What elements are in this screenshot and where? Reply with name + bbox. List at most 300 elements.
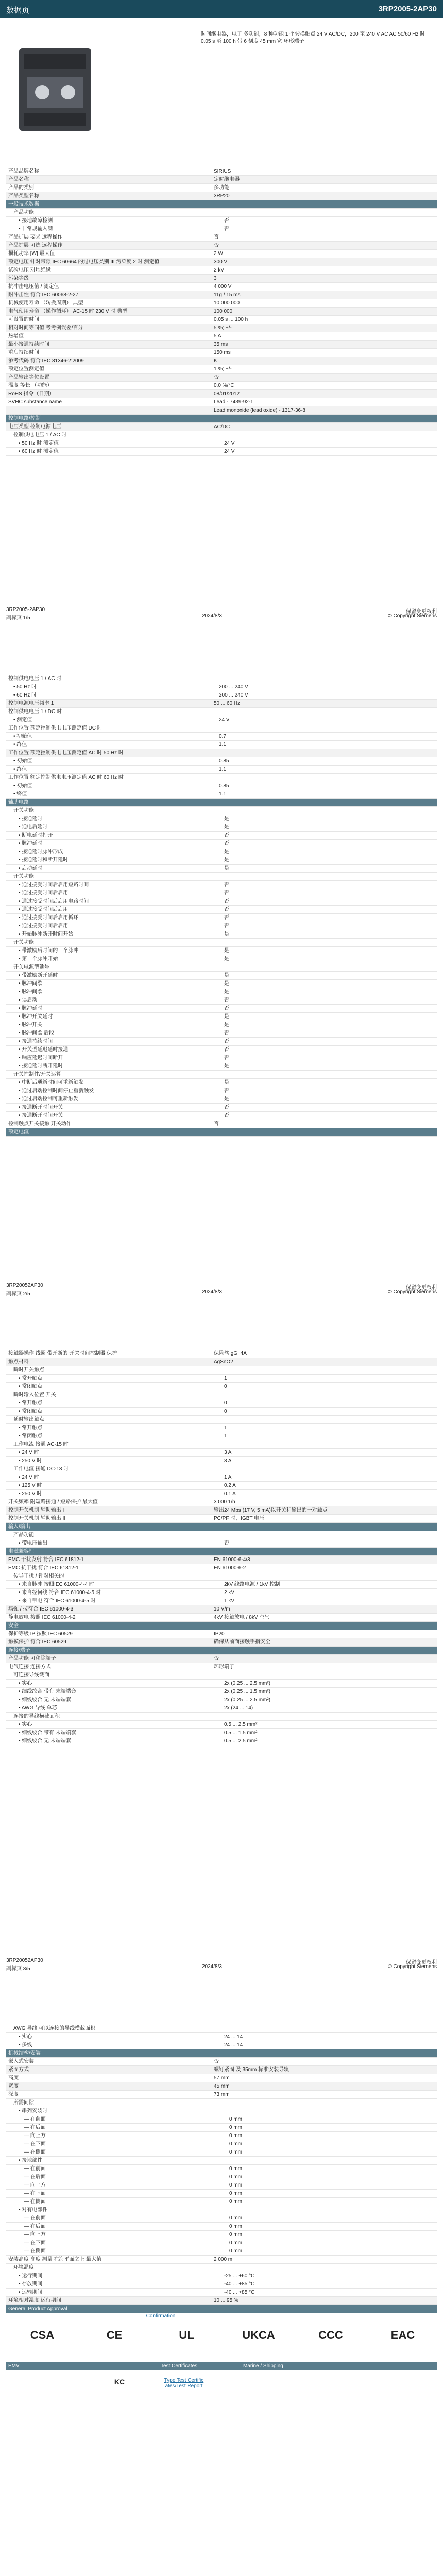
spec-key: • 存放期间 [19, 2281, 43, 2287]
spec-row [6, 1013, 437, 1021]
spec-value: Lead monoxide (lead oxide) - 1317-36-8 [214, 408, 305, 413]
spec-value [212, 1647, 437, 1654]
spec-value: 是 [224, 857, 229, 863]
spec-value: 0.5 ... 1.5 mm² [224, 1730, 258, 1736]
spec-value: AgSnO2 [214, 1359, 233, 1365]
spec-row [6, 1688, 437, 1696]
spec-value: 2 kV [224, 1590, 235, 1596]
spec-key: 瞬时输入位置 开关 [13, 1392, 56, 1398]
spec-row [6, 283, 437, 291]
spec-row [6, 184, 437, 192]
spec-key: — 在后面 [24, 2174, 46, 2180]
spec-key: 控制电路/控制 [8, 416, 41, 421]
spec-row [6, 2025, 437, 2033]
spec-row [6, 856, 437, 865]
spec-row [6, 1605, 437, 1614]
spec-row [6, 1350, 437, 1358]
spec-key: • 常开触点 [19, 1425, 43, 1431]
spec-value: 是 [224, 1014, 229, 1020]
spec-row [6, 724, 437, 733]
spec-value: 2 W [214, 251, 223, 257]
spec-row [6, 2214, 437, 2223]
confirmation-link[interactable]: Confirmation [146, 2313, 176, 2319]
spec-key: — 在前面 [24, 2215, 46, 2221]
spec-value: 1 A [224, 1475, 232, 1480]
spec-value: K [214, 358, 217, 364]
spec-key: 重启持续时间 [8, 350, 39, 355]
spec-row [6, 1449, 437, 1457]
spec-key: • 接通延时和断开延时 [19, 857, 69, 863]
spec-value [217, 1671, 437, 1679]
spec-row [6, 423, 437, 431]
spec-value: 是 [224, 1022, 229, 1028]
spec-row [6, 716, 437, 724]
spec-key: • 初始值 [13, 734, 32, 739]
spec-value [212, 774, 437, 782]
spec-value: 0 mm [229, 2133, 242, 2139]
spec-row [6, 341, 437, 349]
spec-key: 工作位置 额定控制供电电压测定值 DC 时 [8, 725, 103, 731]
spec-value: 1 [224, 1425, 227, 1431]
spec-value [217, 2099, 437, 2107]
spec-key: 损耗功率 [W] 最大值 [8, 251, 55, 257]
spec-row [6, 807, 437, 815]
spec-row [6, 1572, 437, 1581]
spec-key: 触点材料 [8, 1359, 29, 1365]
spec-key: 产品功能 [13, 1532, 34, 1538]
spec-row [6, 1005, 437, 1013]
product-description: 时间继电器，电子 多功能，8 种功能 1 个转换触点 24 V AC/DC，200 至 240 V AC AC 50/60 Hz 时 0.05 s 至 100 h 带 6 刻度 45 mm 宽 环形端子 [201, 31, 425, 44]
spec-value: 50 ... 60 Hz [214, 701, 241, 706]
spec-value: 螺钉紧固 及 35mm 标准安装导轨 [214, 2067, 289, 2073]
spec-key: — 在下面 [24, 2191, 46, 2196]
spec-key: 额定电流 [8, 1129, 29, 1135]
spec-row [6, 939, 437, 947]
spec-row [6, 192, 437, 200]
spec-key: 控制电源电压频率 1 [8, 701, 54, 706]
spec-key: • 通过启动控制可重新触发 [19, 1096, 79, 1102]
spec-key: • 脉冲间歇 后段 [19, 1030, 55, 1036]
spec-key: 工作位置 额定控制供电电压测定值 AC 时 60 Hz 时 [8, 775, 124, 781]
spec-table-2 [6, 675, 437, 1137]
page-1 [0, 0, 443, 639]
spec-row [6, 2206, 437, 2214]
spec-key: 控制开关机制 辅助输出 II [8, 1516, 66, 1521]
spec-key: • 常闭触点 [19, 1433, 43, 1439]
spec-row [6, 2181, 437, 2190]
spec-key: 控制供电电压 1 / DC 时 [8, 709, 62, 715]
spec-value [212, 415, 437, 422]
spec-row [6, 2272, 437, 2280]
spec-row [6, 1095, 437, 1104]
spec-key: 工作位置 额定控制供电电压测定值 AC 时 50 Hz 时 [8, 750, 124, 756]
spec-row [6, 2107, 437, 2115]
spec-value: 24 V [219, 717, 230, 723]
spec-row [6, 683, 437, 691]
spec-key: 耐冲击性 符合 IEC 60068-2-27 [8, 292, 79, 298]
spec-row [6, 1589, 437, 1597]
spec-row [6, 1638, 437, 1647]
spec-row [6, 766, 437, 774]
spec-row [6, 1375, 437, 1383]
spec-row [6, 749, 437, 757]
spec-value: 多功能 [214, 185, 229, 191]
spec-value [212, 1128, 437, 1136]
spec-value: 4kV 接触放电 / 8kV 空气 [214, 1615, 270, 1620]
spec-value [212, 1548, 437, 1555]
spec-value: 环形端子 [214, 1664, 234, 1670]
spec-key: 抗冲击电压值 / 测定值 [8, 284, 59, 290]
spec-value: 11g / 15 ms [214, 292, 241, 298]
spec-key: — 向上方 [24, 2232, 46, 2238]
spec-row [6, 2091, 437, 2099]
spec-value: 0 mm [229, 2141, 242, 2147]
spec-key: 高度 [8, 2075, 19, 2081]
spec-key: • 实心 [19, 2034, 32, 2040]
spec-value: 0 mm [229, 2240, 242, 2246]
spec-key: — 在前面 [24, 2116, 46, 2122]
spec-table-4 [6, 2025, 437, 2313]
spec-value: 24 ... 14 [224, 2034, 243, 2040]
spec-value: 4 000 V [214, 284, 232, 290]
spec-value: 0 mm [229, 2248, 242, 2254]
spec-key: • 脉冲开关 [19, 1022, 43, 1028]
spec-row [6, 1358, 437, 1366]
spec-row [6, 225, 437, 233]
spec-value [222, 2206, 437, 2214]
spec-key: • 通过接受时间后启用短路时间 [19, 882, 89, 888]
spec-row [6, 1581, 437, 1589]
footer-rights: 保留变更权利 [406, 1285, 437, 1291]
spec-key: 工作电流 接通 AC-15 时 [13, 1442, 69, 1447]
spec-key: 最小接通持续时间 [8, 342, 49, 347]
spec-row [6, 897, 437, 906]
spec-row [6, 1071, 437, 1079]
spec-key: 紧固方式 [8, 2067, 29, 2073]
spec-key: • 串列安装时 [19, 2108, 48, 2114]
spec-value: 确保从前面接触手指安全 [214, 1639, 270, 1645]
spec-key: 产品扩展 要求 远程操作 [8, 234, 63, 240]
spec-value: 0.5 ... 2.5 mm² [224, 1722, 258, 1727]
spec-row [6, 1556, 437, 1564]
spec-key: 场强 / 按符合 IEC 61000-4-3 [8, 1606, 74, 1612]
spec-key: 电压类型 控制电源电压 [8, 424, 61, 430]
spec-value: 57 mm [214, 2075, 230, 2081]
spec-row [6, 167, 437, 176]
spec-row [6, 2140, 437, 2148]
spec-key: 静电放电 按照 IEC 61000-4-2 [8, 1615, 76, 1620]
spec-key: 开关电源型延号 [13, 964, 49, 970]
spec-key: 产品的类别 [8, 185, 34, 191]
footer-copyright: © Copyright Siemens [388, 1964, 437, 1970]
spec-row [6, 922, 437, 930]
spec-value [212, 799, 437, 806]
spec-key: • 通过接受时间后启用 [19, 923, 69, 929]
spec-row [6, 448, 437, 456]
spec-value: -40 ... +85 °C [224, 2281, 255, 2287]
spec-value: 0 mm [229, 2191, 242, 2196]
spec-value: 0.85 [219, 783, 229, 789]
spec-value: 3 000 1/h [214, 1499, 235, 1505]
spec-value [217, 873, 437, 880]
spec-key: • 第一个脉冲开始 [19, 956, 58, 962]
spec-row [6, 1498, 437, 1506]
spec-key: — 在下面 [24, 2141, 46, 2147]
spec-value: 2 000 m [214, 2257, 233, 2262]
spec-row [6, 439, 437, 448]
spec-row [6, 881, 437, 889]
spec-key: — 向上方 [24, 2133, 46, 2139]
spec-row [6, 1539, 437, 1548]
spec-key: 试验电压 对地绝缘 [8, 267, 51, 273]
spec-value: 24 ... 14 [224, 2042, 243, 2048]
spec-value [217, 1366, 437, 1374]
spec-key: • 中断后通新时间可重新触发 [19, 1080, 84, 1086]
spec-value: 否 [224, 997, 229, 1003]
spec-value: 定时继电器 [214, 177, 240, 182]
spec-row [6, 332, 437, 341]
doc-type: 数据页 [6, 6, 30, 15]
spec-value: 否 [214, 243, 219, 248]
spec-key: — 在侧面 [24, 2199, 46, 2205]
spec-row [6, 2190, 437, 2198]
spec-key: — 在侧面 [24, 2248, 46, 2254]
spec-value: 否 [224, 1030, 229, 1036]
spec-value: 150 ms [214, 350, 231, 355]
spec-value: 0 mm [229, 2232, 242, 2238]
spec-row [6, 1440, 437, 1449]
spec-row [6, 930, 437, 939]
spec-row [6, 398, 437, 406]
footer-copyright: © Copyright Siemens [388, 613, 437, 619]
spec-row [6, 1021, 437, 1029]
spec-key: 产品类型名称 [8, 193, 39, 199]
type-test-link[interactable]: Type Test Certific ates/Test Report [164, 2378, 204, 2389]
product-code: 3RP2005-2AP30 [378, 5, 437, 13]
spec-value: 是 [224, 824, 229, 830]
spec-key: • 断电延时打开 [19, 833, 53, 838]
spec-row [6, 233, 437, 242]
spec-value: Lead - 7439-92-1 [214, 399, 253, 405]
eac-icon: EAC [390, 2329, 415, 2342]
spec-key: • 50 Hz 时 测定值 [19, 440, 59, 446]
spec-value: 0 [224, 1384, 227, 1389]
spec-row [6, 1029, 437, 1038]
spec-key: 额定位置测定值 [8, 366, 44, 372]
spec-key: • 接通持续时间 [19, 1039, 53, 1044]
spec-row [6, 2058, 437, 2066]
spec-value: 10 V/m [214, 1606, 230, 1612]
spec-row [6, 1680, 437, 1688]
spec-row [6, 996, 437, 1005]
spec-value [217, 209, 437, 216]
spec-key: • 响应延迟时间断开 [19, 1055, 63, 1061]
spec-row [6, 1399, 437, 1408]
spec-value: -40 ... +85 °C [224, 2290, 255, 2295]
footer-page: 副标页 2/5 [6, 1291, 30, 1297]
spec-key: EMC 干扰发射 符合 IEC 61812-1 [8, 1557, 84, 1563]
footer-page: 副标页 3/5 [6, 1966, 30, 1972]
spec-row [6, 1696, 437, 1704]
spec-row [6, 1046, 437, 1054]
spec-value: 否 [224, 1540, 229, 1546]
section-header [6, 2305, 437, 2313]
spec-value [212, 708, 437, 716]
spec-key: 环境相对湿度 运行期间 [8, 2298, 61, 2303]
spec-key: • 终值 [13, 742, 27, 748]
spec-row [6, 2198, 437, 2206]
spec-value: 10 ... 95 % [214, 2298, 238, 2303]
spec-key: 电气使用寿命 （操作循环） AC-15 时 230 V 时 典型 [8, 309, 128, 314]
spec-key: • 初始值 [13, 758, 32, 764]
spec-key: • 脉冲间歇 [19, 981, 43, 987]
spec-row [6, 1721, 437, 1729]
spec-key: • 常闭触点 [19, 1409, 43, 1414]
spec-value: 是 [224, 931, 229, 937]
spec-value: 是 [224, 816, 229, 822]
spec-value: 3 [214, 276, 217, 281]
footer-code: 3RP20052AP30 [6, 1283, 43, 1289]
spec-key: • 125 V 时 [19, 1483, 42, 1488]
spec-value: 3RP20 [214, 193, 230, 199]
spec-value: 0 mm [229, 2215, 242, 2221]
spec-row [6, 2247, 437, 2256]
spec-row [6, 1465, 437, 1473]
spec-value: 否 [214, 234, 219, 240]
spec-key: 输入/输出 [8, 1524, 30, 1530]
spec-key: RoHS 指令（日期） [8, 391, 55, 397]
spec-key: • 运输期间 [19, 2290, 43, 2295]
spec-key: • 50 Hz 时 [13, 684, 37, 690]
spec-row [6, 406, 437, 415]
spec-value: 2x (0.25 ... 2.5 mm²) [224, 1697, 271, 1703]
spec-row [6, 873, 437, 881]
ccc-icon: CCC [318, 2329, 343, 2342]
spec-key: • 脉冲开关延时 [19, 1014, 53, 1020]
spec-row [6, 1432, 437, 1440]
spec-value: 10 000 000 [214, 300, 240, 306]
spec-value [222, 2107, 437, 2115]
spec-key: 宽度 [8, 2083, 19, 2089]
spec-key: 产品输出等位设置 [8, 375, 49, 380]
footer-rights: 保留变更权利 [406, 1960, 437, 1965]
spec-value [217, 1465, 437, 1473]
spec-row [6, 1366, 437, 1375]
spec-row [6, 1383, 437, 1391]
spec-key: • 60 Hz 时 [13, 692, 37, 698]
spec-value: 否 [224, 1088, 229, 1094]
page-footer [6, 1958, 437, 1978]
spec-key: 连接的导线横截面积 [13, 1714, 60, 1719]
emv-label: EMV [8, 2363, 20, 2369]
footer-rights: 保留变更权利 [406, 609, 437, 615]
section-header [6, 1622, 437, 1630]
spec-key: AWG 导线 可以连接的导线横截面积 [13, 2026, 96, 2031]
spec-key: • 来自带电 符合 IEC 61000-4-5 时 [19, 1598, 96, 1604]
section-header [6, 1523, 437, 1531]
spec-value: 是 [224, 866, 229, 871]
spec-key: 深度 [8, 2092, 19, 2097]
spec-key: • 非常规输入满 [19, 226, 53, 232]
spec-value: 否 [224, 226, 229, 232]
spec-row [6, 250, 437, 258]
spec-key: • 误启动 [19, 997, 38, 1003]
spec-row [6, 733, 437, 741]
spec-row [6, 2289, 437, 2297]
spec-key: • 通过接受时间后启用循环 [19, 915, 79, 921]
spec-value: 否 [224, 1039, 229, 1044]
spec-row [6, 1482, 437, 1490]
spec-key: 产品品牌名称 [8, 168, 39, 174]
spec-value: 否 [214, 1121, 219, 1127]
spec-value [222, 2157, 437, 2164]
spec-key: 热增值 [8, 333, 24, 339]
spec-value: 0.1 A [224, 1491, 236, 1497]
spec-key: • 终值 [13, 767, 27, 772]
spec-key: • 实心 [19, 1681, 32, 1686]
spec-key: EMC 抗干扰 符合 IEC 61812-1 [8, 1565, 79, 1571]
marine-label: Marine / Shipping [243, 2363, 283, 2369]
spec-value: 0 mm [229, 2199, 242, 2205]
spec-key: 电磁兼容性 [8, 1549, 34, 1554]
spec-row [6, 1391, 437, 1399]
spec-row [6, 691, 437, 700]
spec-value: SIRIUS [214, 168, 231, 174]
spec-row [6, 2148, 437, 2157]
spec-value [212, 675, 437, 683]
spec-key: 环境温度 [13, 2265, 34, 2270]
spec-value [212, 1622, 437, 1630]
spec-value: 否 [224, 923, 229, 929]
spec-row [6, 2256, 437, 2264]
spec-value: 0.85 [219, 758, 229, 764]
spec-value [217, 2025, 437, 2032]
spec-value: IP20 [214, 1631, 225, 1637]
spec-key: 开关功能 [13, 808, 34, 814]
spec-row [6, 1729, 437, 1737]
spec-value: 0,0 %/°C [214, 383, 234, 388]
spec-row [6, 906, 437, 914]
spec-key: 触摸保护 符合 IEC 60529 [8, 1639, 66, 1645]
spec-row [6, 708, 437, 716]
footer-code: 3RP20052AP30 [6, 1958, 43, 1963]
spec-row [6, 1424, 437, 1432]
spec-row [6, 316, 437, 324]
spec-row [6, 1120, 437, 1128]
spec-key: — 在侧面 [24, 2149, 46, 2155]
spec-value: 3 A [224, 1458, 232, 1464]
spec-row [6, 1062, 437, 1071]
spec-key: • 24 V 时 [19, 1475, 39, 1480]
spec-key: 产品功能 可移除端子 [8, 1656, 56, 1662]
spec-key: • 通过启动控制时间停止重新触发 [19, 1088, 94, 1094]
spec-row [6, 2231, 437, 2239]
spec-key: • 运行期间 [19, 2273, 43, 2279]
spec-value: 否 [224, 882, 229, 888]
spec-row [6, 382, 437, 390]
spec-value: 是 [224, 956, 229, 962]
spec-row [6, 365, 437, 374]
spec-key: • 常闭触点 [19, 1384, 43, 1389]
spec-row [6, 299, 437, 308]
spec-row [6, 889, 437, 897]
spec-row [6, 757, 437, 766]
spec-row [6, 980, 437, 988]
page-header [0, 0, 443, 18]
spec-value: 否 [224, 1055, 229, 1061]
spec-value: 200 ... 240 V [219, 684, 248, 690]
spec-key: • 多线 [19, 2042, 32, 2048]
